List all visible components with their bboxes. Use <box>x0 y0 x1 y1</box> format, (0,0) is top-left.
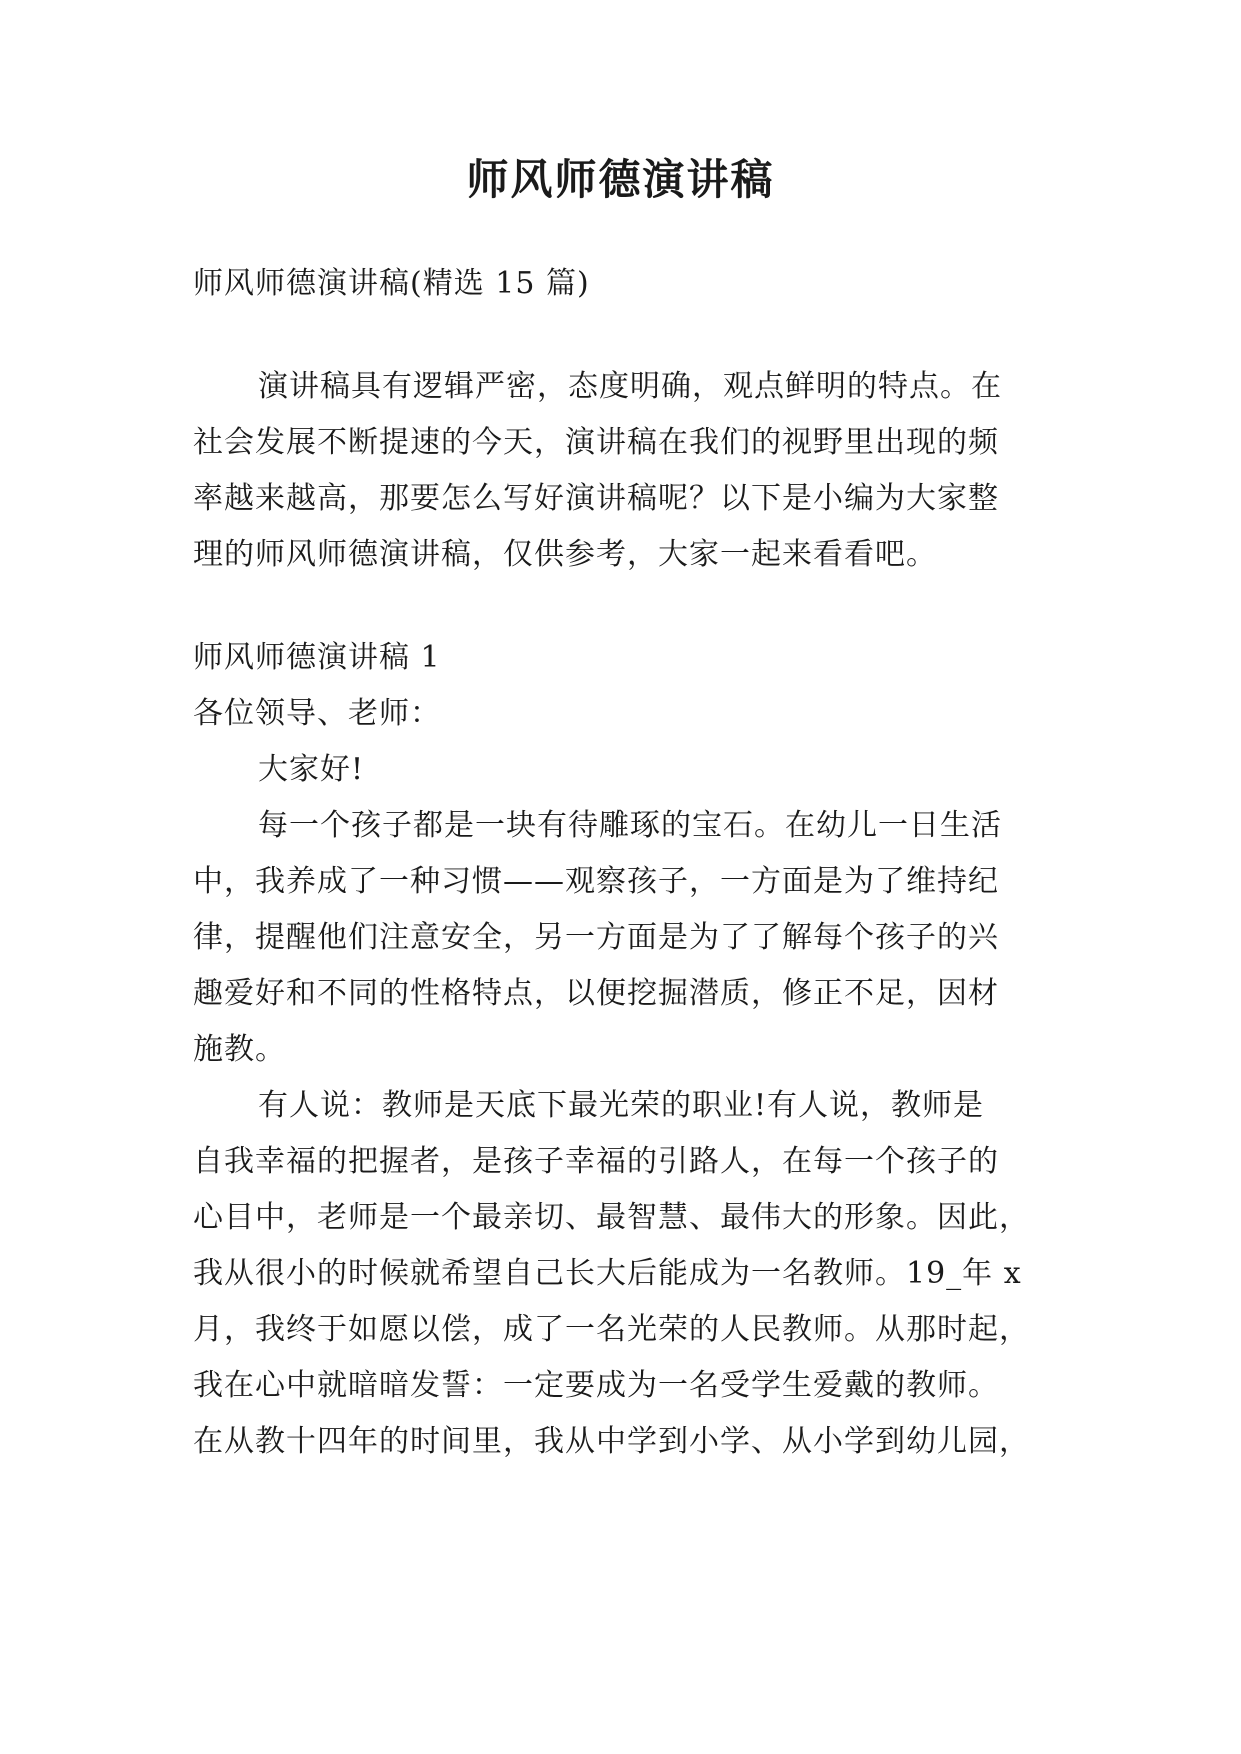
salutation: 各位领导、老师： <box>193 696 441 731</box>
paragraph-line: 每一个孩子都是一块有待雕琢的宝石。在幼儿一日生活 <box>258 808 1002 843</box>
document-title: 师风师德演讲稿 <box>466 155 775 204</box>
paragraph-line: 律，提醒他们注意安全，另一方面是为了了解每个孩子的兴 <box>193 920 999 955</box>
paragraph-line: 有人说：教师是天底下最光荣的职业!有人说，教师是 <box>258 1088 985 1123</box>
intro-line: 社会发展不断提速的今天，演讲稿在我们的视野里出现的频 <box>193 425 999 460</box>
intro-line: 率越来越高，那要怎么写好演讲稿呢？以下是小编为大家整 <box>193 481 999 516</box>
paragraph-line: 在从教十四年的时间里，我从中学到小学、从小学到幼儿园， <box>193 1424 1030 1459</box>
greeting: 大家好! <box>258 752 365 787</box>
paragraph-line: 自我幸福的把握者，是孩子幸福的引路人，在每一个孩子的 <box>193 1144 999 1179</box>
paragraph-line: 中，我养成了一种习惯——观察孩子，一方面是为了维持纪 <box>193 864 999 899</box>
paragraph-line: 我在心中就暗暗发誓：一定要成为一名受学生爱戴的教师。 <box>193 1368 999 1403</box>
document-subtitle: 师风师德演讲稿(精选 15 篇) <box>193 266 590 301</box>
paragraph-line: 趣爱好和不同的性格特点，以便挖掘潜质，修正不足，因材 <box>193 976 999 1011</box>
section-heading: 师风师德演讲稿 1 <box>193 640 441 675</box>
paragraph-line: 心目中，老师是一个最亲切、最智慧、最伟大的形象。因此， <box>193 1200 1030 1235</box>
paragraph-line: 我从很小的时候就希望自己长大后能成为一名教师。19_年 x <box>193 1256 1022 1291</box>
paragraph-line: 月，我终于如愿以偿，成了一名光荣的人民教师。从那时起， <box>193 1312 1030 1347</box>
intro-line: 演讲稿具有逻辑严密，态度明确，观点鲜明的特点。在 <box>258 369 1002 404</box>
intro-line: 理的师风师德演讲稿，仅供参考，大家一起来看看吧。 <box>193 537 937 572</box>
paragraph-line: 施教。 <box>193 1032 286 1067</box>
